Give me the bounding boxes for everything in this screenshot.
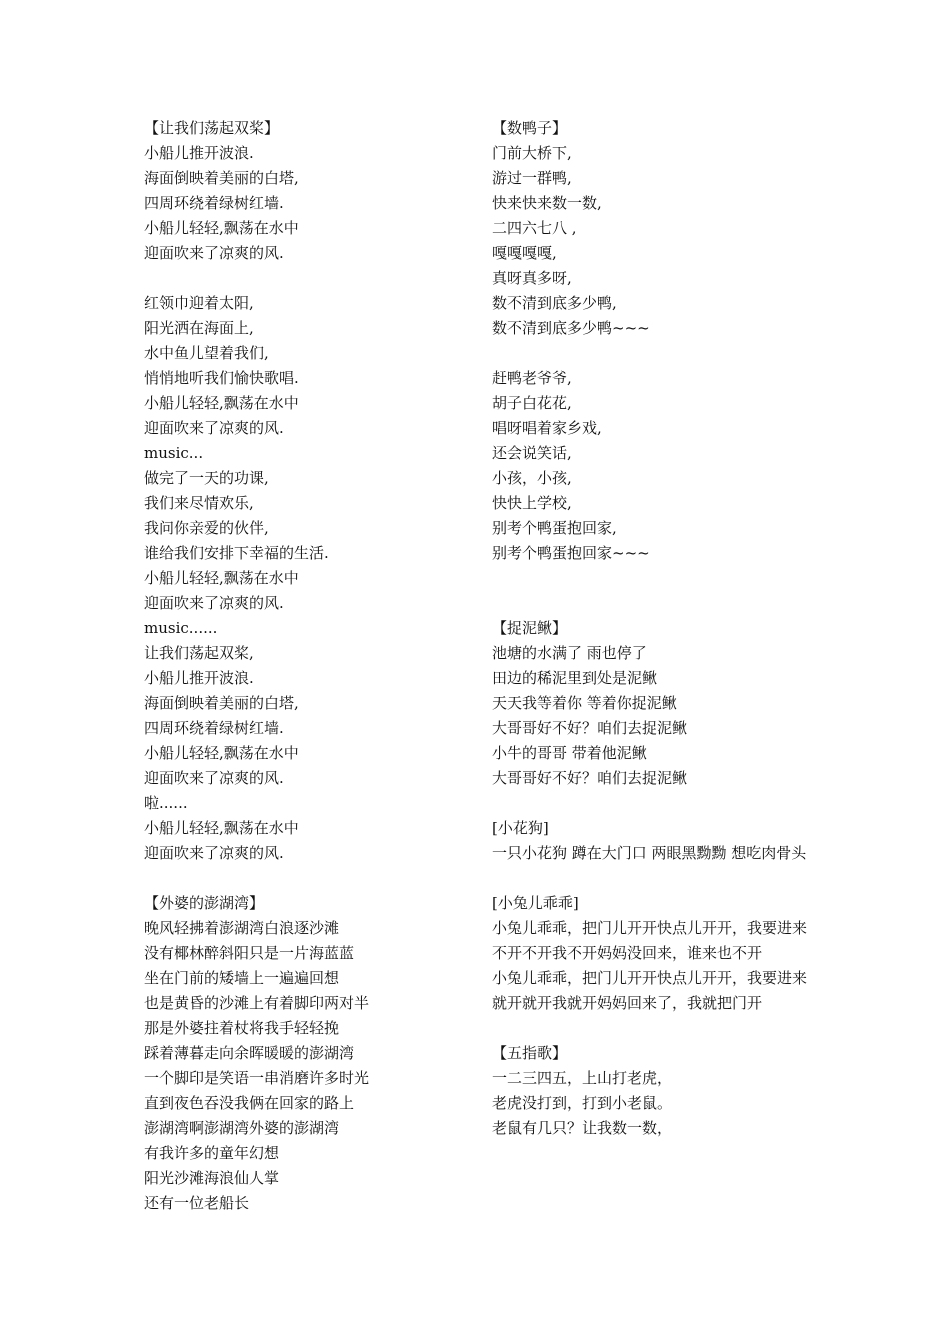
- lyric-line: 那是外婆拄着杖将我手轻轻挽: [144, 1019, 340, 1037]
- lyric-line: 悄悄地听我们愉快歌唱.: [144, 369, 299, 387]
- lyric-line: 我问你亲爱的伙伴,: [144, 519, 269, 537]
- right-column: [492, 116, 822, 1141]
- song-title: 【外婆的澎湖湾】: [144, 894, 265, 912]
- lyric-line: 迎面吹来了凉爽的风.: [144, 594, 284, 612]
- lyric-line: 游过一群鸭,: [492, 169, 572, 187]
- lyric-line: 唱呀唱着家乡戏,: [492, 419, 602, 437]
- lyric-line: 还会说笑话,: [492, 444, 572, 462]
- lyric-line: 小船儿轻轻,飘荡在水中: [144, 569, 299, 587]
- lyric-line: 踩着薄暮走向余晖暖暖的澎湖湾: [144, 1044, 355, 1062]
- lyric-line: 迎面吹来了凉爽的风.: [144, 244, 284, 262]
- lyric-line: 让我们荡起双桨,: [144, 644, 254, 662]
- lyric-line: 海面倒映着美丽的白塔,: [144, 169, 299, 187]
- lyric-line: 就开就开我就开妈妈回来了，我就把门开: [492, 994, 763, 1012]
- song-title: 【数鸭子】: [492, 119, 568, 137]
- lyric-line: 大哥哥好不好？咱们去捉泥鳅: [492, 719, 688, 737]
- lyric-line: music...: [144, 444, 204, 462]
- lyric-line: 小船儿推开波浪.: [144, 144, 254, 162]
- lyric-line: 别考个鸭蛋抱回家~~~: [492, 544, 650, 562]
- lyric-line: 不开不开我不开妈妈没回来，谁来也不开: [492, 944, 763, 962]
- lyric-line: 迎面吹来了凉爽的风.: [144, 419, 284, 437]
- lyric-line: 我们来尽情欢乐,: [144, 494, 254, 512]
- lyric-line: 直到夜色吞没我俩在回家的路上: [144, 1094, 355, 1112]
- lyric-paragraph: 小兔儿乖乖，把门儿开开快点儿开开，我要进来: [492, 969, 808, 987]
- verse-gap: [492, 341, 822, 366]
- lyric-line: 老虎没打到，打到小老鼠。: [492, 1094, 673, 1112]
- lyric-line: 澎湖湾啊澎湖湾外婆的澎湖湾: [144, 1119, 340, 1137]
- section-gap: [492, 866, 822, 891]
- song-title: [小花狗]: [492, 819, 549, 837]
- lyric-line: 海面倒映着美丽的白塔,: [144, 694, 299, 712]
- lyric-line: 迎面吹来了凉爽的风.: [144, 844, 284, 862]
- lyric-line: 小船儿轻轻,飘荡在水中: [144, 819, 299, 837]
- lyric-line: 阳光沙滩海浪仙人掌: [144, 1169, 280, 1187]
- lyric-line: 小船儿轻轻,飘荡在水中: [144, 219, 299, 237]
- lyric-line: 老鼠有几只？让我数一数，: [492, 1119, 673, 1137]
- lyric-line: 快快上学校,: [492, 494, 572, 512]
- lyric-line: 小船儿轻轻,飘荡在水中: [144, 394, 299, 412]
- lyric-line: 赶鸭老爷爷,: [492, 369, 572, 387]
- lyric-line: 迎面吹来了凉爽的风.: [144, 769, 284, 787]
- lyric-line: 二四六七八 ,: [492, 219, 577, 237]
- lyric-line: 门前大桥下,: [492, 144, 572, 162]
- song-title: 【让我们荡起双桨】: [144, 119, 280, 137]
- lyric-line: 大哥哥好不好？咱们去捉泥鳅: [492, 769, 688, 787]
- lyric-line: 数不清到底多少鸭~~~: [492, 319, 650, 337]
- lyric-line: music......: [144, 619, 218, 637]
- lyric-paragraph: 一只小花狗 蹲在大门口 两眼黑黝黝 想吃肉骨头: [492, 844, 807, 862]
- lyric-line: 小孩，小孩,: [492, 469, 572, 487]
- lyric-line: 坐在门前的矮墙上一遍遍回想: [144, 969, 340, 987]
- lyric-line: 有我许多的童年幻想: [144, 1144, 280, 1162]
- lyric-line: 啦......: [144, 794, 188, 812]
- song-title: 【五指歌】: [492, 1044, 568, 1062]
- lyric-line: 小船儿推开波浪.: [144, 669, 254, 687]
- lyric-line: 别考个鸭蛋抱回家,: [492, 519, 617, 537]
- lyric-line: 四周环绕着绿树红墙.: [144, 194, 284, 212]
- left-column: [144, 116, 464, 1216]
- lyric-line: 还有一位老船长: [144, 1194, 250, 1212]
- lyric-line: 池塘的水满了 雨也停了: [492, 644, 647, 662]
- song-title: [小兔儿乖乖]: [492, 894, 579, 912]
- lyric-line: 晚风轻拂着澎湖湾白浪逐沙滩: [144, 919, 340, 937]
- lyric-paragraph: 小兔儿乖乖，把门儿开开快点儿开开，我要进来: [492, 919, 808, 937]
- lyric-line: 谁给我们安排下幸福的生活.: [144, 544, 329, 562]
- lyric-line: 阳光洒在海面上,: [144, 319, 254, 337]
- lyric-line: 田边的稀泥里到处是泥鳅: [492, 669, 658, 687]
- section-gap: [144, 866, 464, 891]
- section-gap: [492, 566, 822, 616]
- lyric-line: 天天我等着你 等着你捉泥鳅: [492, 694, 677, 712]
- lyric-line: 水中鱼儿望着我们,: [144, 344, 269, 362]
- section-gap: [492, 1016, 822, 1041]
- lyric-line: 数不清到底多少鸭,: [492, 294, 617, 312]
- lyric-line: 嘎嘎嘎嘎,: [492, 244, 557, 262]
- lyric-line: 红领巾迎着太阳,: [144, 294, 254, 312]
- lyric-line: 快来快来数一数,: [492, 194, 602, 212]
- lyric-line: 做完了一天的功课,: [144, 469, 269, 487]
- lyric-line: 小船儿轻轻,飘荡在水中: [144, 744, 299, 762]
- section-gap: [492, 791, 822, 816]
- verse-gap: [144, 266, 464, 291]
- lyric-line: 没有椰林醉斜阳只是一片海蓝蓝: [144, 944, 355, 962]
- lyric-line: 真呀真多呀,: [492, 269, 572, 287]
- lyric-line: 四周环绕着绿树红墙.: [144, 719, 284, 737]
- lyric-line: 也是黄昏的沙滩上有着脚印两对半: [144, 994, 370, 1012]
- lyric-line: 一个脚印是笑语一串消磨许多时光: [144, 1069, 370, 1087]
- lyric-line: 小牛的哥哥 带着他泥鳅: [492, 744, 647, 762]
- song-title: 【捉泥鳅】: [492, 619, 568, 637]
- lyric-line: 一二三四五，上山打老虎，: [492, 1069, 673, 1087]
- lyric-line: 胡子白花花,: [492, 394, 572, 412]
